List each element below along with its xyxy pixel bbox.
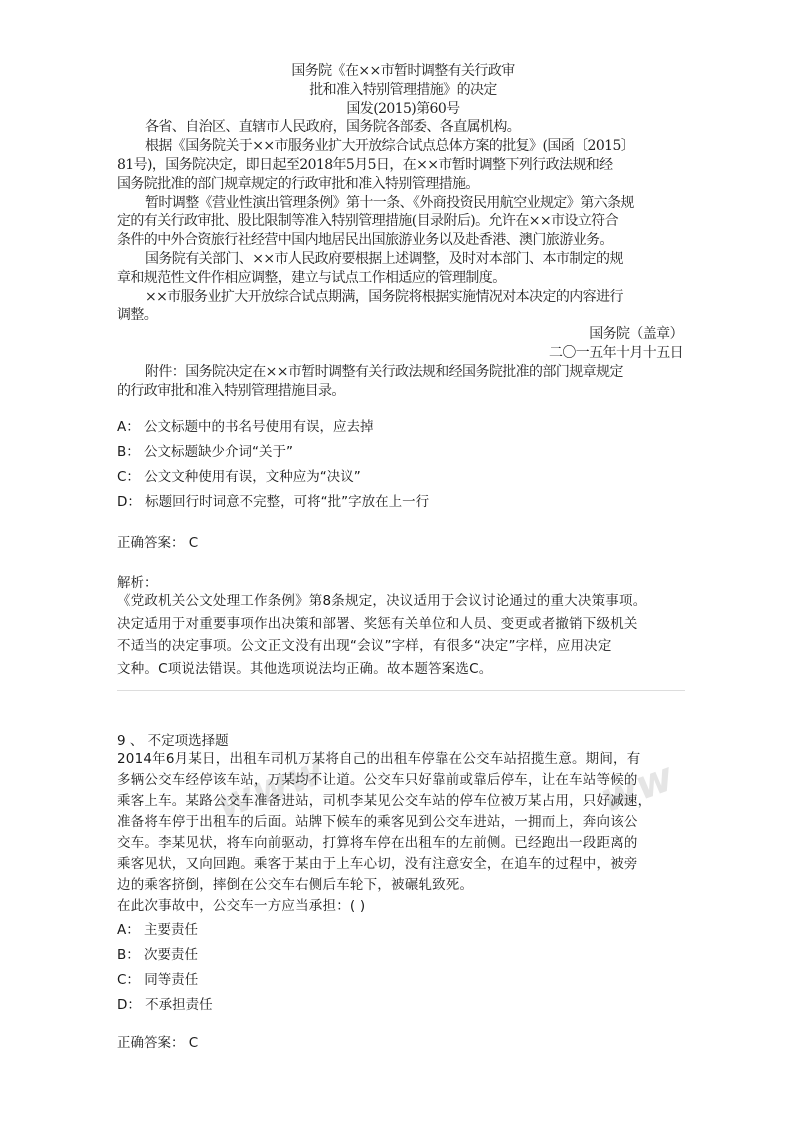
document-line: 81号)，国务院决定，即日起至2018年5月5日，在××市暂时调整下列行政法规和经	[117, 156, 613, 173]
q8-answer: 正确答案： C	[117, 535, 199, 551]
q9-answer: 正确答案： C	[117, 1035, 199, 1051]
analysis-line: 不适当的决定事项。公文正文没有出现“会议”字样，有很多“决定”字样，应用决定	[117, 638, 612, 654]
document-line: 国务院《在××市暂时调整有关行政审	[291, 63, 515, 79]
q9-option-a[interactable]: A： 主要责任	[117, 922, 199, 938]
stem-line: 乘客上车。某路公交车准备进站，司机李某见公交车站的停车位被万某占用，只好减速，	[117, 793, 652, 809]
q9-heading: 9 、 不定项选择题	[117, 733, 229, 749]
document-line: 定的有关行政审批、股比限制等准入特别管理措施(目录附后)。允许在××市设立符合	[117, 213, 618, 230]
document-line: 国务院（盖章）	[589, 326, 683, 343]
document-line: 根据《国务院关于××市服务业扩大开放综合试点总体方案的批复》(国函〔2015〕	[145, 138, 635, 155]
stem-line: 多辆公交车经停该车站，万某均不让道。公交车只好靠前或靠后停车，让在车站等候的	[117, 772, 638, 788]
document-line: 国发(2015)第60号	[346, 100, 460, 117]
document-line: 调整。	[117, 307, 158, 324]
document-line: 批和准入特别管理措施》的决定	[309, 81, 497, 98]
document-image	[117, 62, 689, 400]
analysis-line: 文种。C项说法错误。其他选项说法均正确。故本题答案选C。	[117, 660, 493, 677]
document-line: 二〇一五年十月十五日	[549, 344, 683, 361]
watermark: ww	[594, 753, 680, 823]
q8-analysis-label: 解析：	[117, 575, 158, 591]
document-line: 国务院批准的部门规章规定的行政审批和准入特别管理措施。	[117, 175, 479, 192]
document-line: ××市服务业扩大开放综合试点期满，国务院将根据实施情况对本决定的内容进行	[145, 288, 623, 305]
document-line: 附件：国务院决定在××市暂时调整有关行政法规和经国务院批准的部门规章规定	[145, 363, 623, 380]
q9-stem	[117, 749, 692, 917]
stem-line: 准备将车停于出租车的后面。站牌下候车的乘客见到公交车进站，一拥而上，奔向该公	[117, 814, 638, 830]
document-line: 国务院有关部门、××市人民政府要根据上述调整，及时对本部门、本市制定的规	[145, 250, 623, 267]
divider	[117, 690, 685, 691]
q8-analysis	[117, 590, 692, 680]
q9-option-d[interactable]: D： 不承担责任	[117, 997, 213, 1013]
watermark: www	[210, 747, 331, 829]
stem-line: 在此次事故中，公交车一方应当承担：( )	[117, 898, 366, 914]
document-line: 的行政审批和准入特别管理措施目录。	[117, 382, 345, 399]
q8-option-d[interactable]: D： 标题回行时词意不完整，可将“批”字放在上一行	[117, 494, 430, 510]
q9-option-c[interactable]: C： 同等责任	[117, 972, 199, 988]
analysis-line: 决定适用于对重要事项作出决策和部署、奖惩有关单位和人员、变更或者撤销下级机关	[117, 615, 638, 632]
q9-option-b[interactable]: B： 次要责任	[117, 947, 199, 963]
analysis-line: 《党政机关公文处理工作条例》第8条规定，决议适用于会议讨论通过的重大决策事项。	[117, 593, 647, 609]
document-line: 暂时调整《营业性演出管理条例》第十一条、《外商投资民用航空业规定》第六条规	[145, 194, 634, 211]
document-line: 条件的中外合资旅行社经营中国内地居民出国旅游业务以及赴香港、澳门旅游业务。	[117, 232, 613, 249]
q8-option-a[interactable]: A： 公文标题中的书名号使用有误，应去掉	[117, 419, 374, 435]
document-line: 章和规范性文件作相应调整，建立与试点工作相适应的管理制度。	[117, 269, 506, 286]
stem-line: 2014年6月某日，出租车司机万某将自己的出租车停靠在公交车站招揽生意。期间，有	[117, 751, 641, 767]
stem-line: 交车。李某见状，将车向前驱动，打算将车停在出租车的左前侧。已经跑出一段距离的	[117, 835, 638, 851]
q8-option-c[interactable]: C： 公文文种使用有误，文种应为“决议”	[117, 469, 361, 485]
stem-line: 边的乘客挤倒，摔倒在公交车右侧后车轮下，被碾轧致死。	[117, 877, 474, 893]
document-line: 各省、自治区、直辖市人民政府，国务院各部委、各直属机构。	[145, 119, 521, 136]
stem-line: 乘客见状，又向回跑。乘客于某由于上车心切，没有注意安全，在追车的过程中，被旁	[117, 856, 638, 872]
q8-option-b[interactable]: B： 公文标题缺少介词“关于”	[117, 444, 294, 460]
